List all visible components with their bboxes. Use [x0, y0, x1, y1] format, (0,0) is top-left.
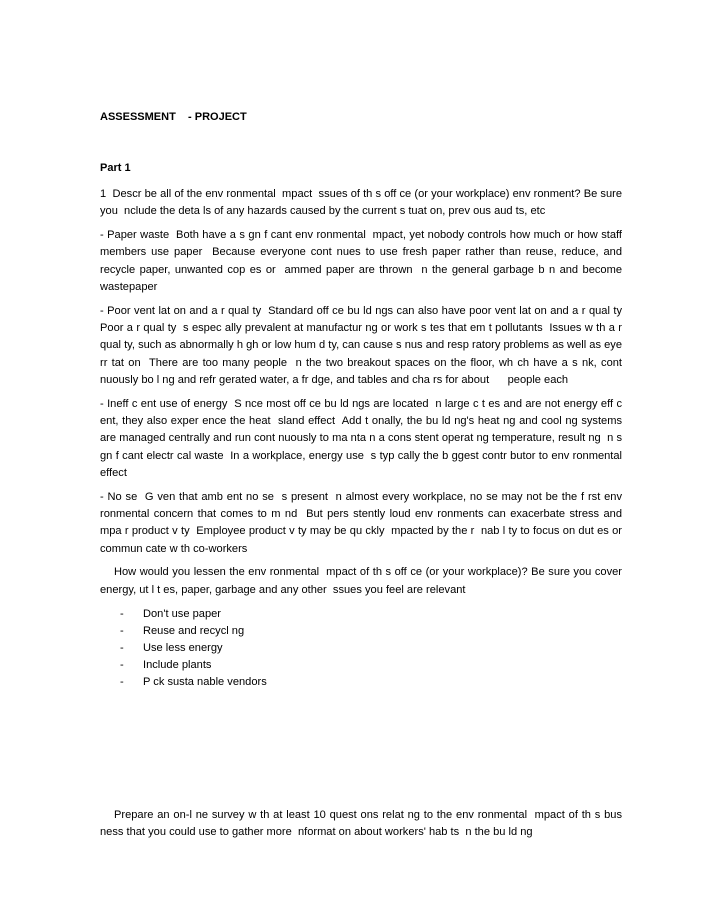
- air-quality-paragraph: - Poor vent lat on and a r qual ty Standard off ce bu ld ngs can also have poor vent lat on and a r qual ty Poor a r qual ty s espec ally prevalent at manufactur ng or work s tes that em t pollutants Issues w th a r qual ty, such as abnormally h gh or low hum d ty, can cause s nus and resp ratory problems as well as eye rr tat on There are too many people n the two breakout spaces on the floor, wh ch have a s nk, cont nuously bo l ng and refr gerated water, a fr dge, and tables and cha rs for about people each: [100, 304, 629, 386]
- list-item-text: Use less energy: [143, 641, 223, 654]
- list-item: [100, 606, 622, 623]
- noise-paragraph: - No se G ven that amb ent no se s present n almost every workplace, no se may not be the f rst env ronmental concern that comes to m nd But pers stently loud env ronments can exacerbate stress and mpa r product v ty Employee product v ty may be qu ckly mpacted by the r nab l ty to focus on dut es or commun cate w th co-workers: [100, 490, 629, 555]
- paper-waste-paragraph: - Paper waste Both have a s gn f cant env ronmental mpact, yet nobody controls how much or how staff members use paper Because everyone cont nues to use fresh paper rather than reuse, reduce, and recycle paper, unwanted cop es or ammed paper are thrown n the general garbage b n and become wastepaper: [100, 229, 626, 293]
- list-marker: -: [120, 675, 124, 688]
- list-item-text: Reuse and recycl ng: [143, 624, 245, 637]
- document-title: ASSESSMENT - PROJECT: [100, 111, 247, 123]
- question-1-paragraph: 1 Descr be all of the env ronmental mpact ssues of th s off ce (or your workplace) env ronment? Be sure you nclude the deta ls of any hazards caused by the current s tuat on, prev ous aud ts, etc: [100, 188, 626, 218]
- list-item-text: Don't use paper: [143, 607, 221, 620]
- list-item: [100, 640, 622, 657]
- list-marker: -: [120, 607, 124, 620]
- recommendations-list: [100, 606, 622, 691]
- list-item: [100, 623, 622, 640]
- list-item: [100, 674, 622, 691]
- energy-paragraph: - Ineff c ent use of energy S nce most off ce bu ld ngs are located n large c t es and are not energy eff c ent, they also exper ence the heat sland effect Add t onally, the bu ld ng's heat ng and cool ng systems are managed centrally and run cont nuously to ma nta n a cons stent operat ng temperature, result ng n s gn f cant electr cal waste In a workplace, energy use s typ cally the b ggest contr butor to env ronmental effect: [100, 397, 626, 479]
- list-item: [100, 657, 622, 674]
- question-3-block: [100, 807, 626, 848]
- list-marker: -: [120, 658, 124, 671]
- part-label: Part 1: [100, 162, 131, 174]
- list-item-text: P ck susta nable vendors: [143, 675, 267, 688]
- list-marker: -: [120, 624, 124, 637]
- document-body: [100, 186, 629, 697]
- list-item-text: Include plants: [143, 658, 212, 671]
- question-2-paragraph: How would you lessen the env ronmental mpact of th s off ce (or your workplace)? Be sure you cover energy, ut l t es, paper, garbage and any other ssues you feel are relevant: [100, 566, 626, 596]
- list-marker: -: [120, 641, 124, 654]
- question-3-paragraph: Prepare an on-l ne survey w th at least 10 quest ons relat ng to the env ronmental mpact of th s bus ness that you could use to gather more nformat on about workers' hab ts n the bu ld ng: [100, 809, 626, 839]
